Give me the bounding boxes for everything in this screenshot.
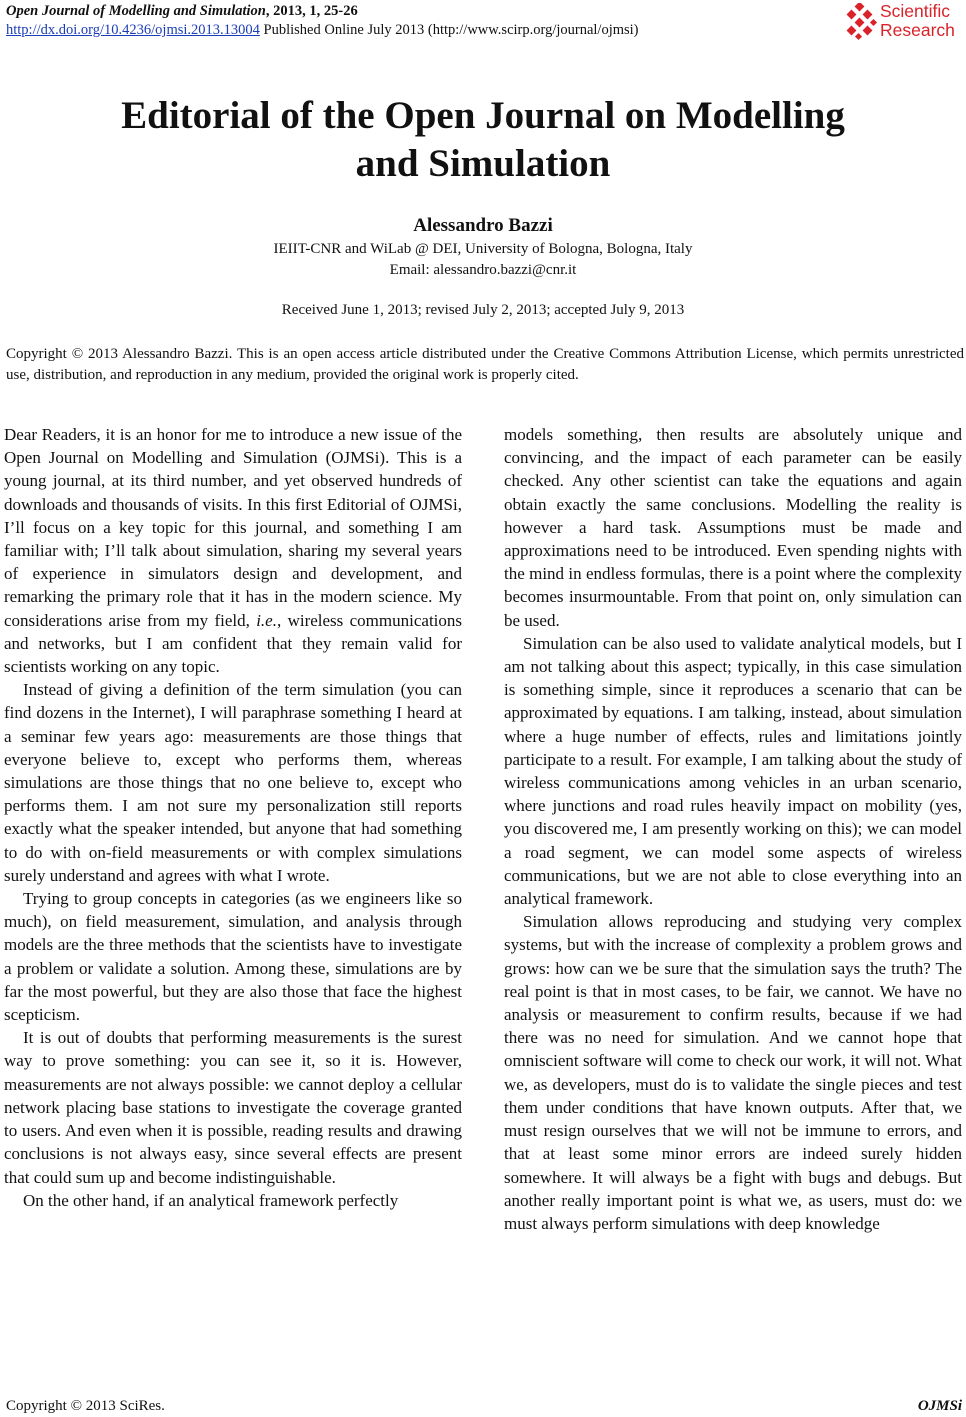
publisher-logo: [844, 2, 964, 42]
received-dates: Received June 1, 2013; revised July 2, 2013; accepted July 9, 2013: [281, 302, 685, 318]
doi-line: [6, 22, 639, 39]
author-affiliation: IEIIT-CNR and WiLab @ DEI, University of Bologna, Bologna, Italy: [273, 241, 693, 257]
paper-title: [0, 92, 966, 188]
journal-volume: , 2013, 1, 25-26: [265, 3, 358, 19]
journal-citation: [6, 3, 358, 20]
footer-copyright: Copyright © 2013 SciRes.: [6, 1398, 165, 1414]
title-line-1: Editorial of the Open Journal on Modelling: [121, 94, 845, 137]
paragraph: Trying to group concepts in categories (as we engineers like so much), on field measurement, simulation, and analysis through models are the three methods that the scientists have to investigate a problem or validate a solution. Among these, simulations are by far the most powerful, but they are also those that face the highest scepticism.: [4, 889, 462, 1025]
published-online: Published Online July 2013 (http://www.scirp.org/journal/ojmsi): [259, 22, 639, 38]
paragraph: Instead of giving a definition of the term simulation (you can find dozens in the Internet), I will paraphrase something I heard at a seminar few years ago: measurements are those things that everyone believe to, except who performs them, whereas simulations are those things that no one believe to, except who performs them. I am not sure my personalization still reports exactly what the speaker intended, but anyone that had something to do with on-field measurements or with complex simulations surely understand and agrees with what I wrote.: [4, 680, 462, 885]
scientific-research-logo-icon: [844, 3, 878, 41]
author-name: Alessandro Bazzi: [413, 215, 553, 236]
footer-journal-abbrev: OJMSi: [917, 1398, 962, 1414]
paragraph: On the other hand, if an analytical framework perfectly: [23, 1190, 399, 1210]
logo-line-1: Scientific: [880, 1, 951, 21]
paragraph: Simulation allows reproducing and studying very complex systems, but with the increase of complexity a problem grows and grows: how can we be sure that the simulation says the truth? The real point is that in most cases, to be fair, we cannot. We have no analysis or measurement to confirm results, because if we had there was no need for simulation. And we cannot hope that omniscient software will come to check our work, it will not. What we, as developers, must do is to validate the single pieces and test them under conditions that have known outputs. After that, we must resign ourselves that we will not be immune to errors, and that at least some minor errors are indeed surely hidden somewhere. It will always be a fight with bugs and debugs. But another really important point is what we, as users, must do: we must always perform simulations with deep knowledge: [504, 912, 962, 1233]
logo-line-2: Research: [880, 20, 955, 40]
paragraph: models something, then results are absolutely unique and convincing, and the impact of each parameter can be easily checked. Any other scientist can take the equations and again obtain exactly the same conclusions. Modelling the reality is however a hard task. Assumptions must be made and approximations need to be introduced. Even spending nights with the mind in endless formulas, there is a point where the complexity becomes insurmountable. From that point on, only simulation can be used.: [504, 425, 962, 630]
body-column-left: [4, 423, 462, 1212]
body-column-right: [504, 423, 962, 1235]
copyright-notice: Copyright © 2013 Alessandro Bazzi. This is an open access article distributed under the Creative Commons Attribution License, which permits unrestricted use, distribution, and reproduction in any medium, provided the original work is properly cited.: [6, 346, 964, 383]
paragraph: It is out of doubts that performing measurements is the surest way to prove something: you can see it, so it is. However, measurements are not always possible: we cannot deploy a cellular network placing base stations to investigate the coverage granted to users. And even when it is possible, reading results and drawing conclusions is not always easy, since several effects are present that could sum up and become indistinguishable.: [4, 1028, 462, 1187]
paragraph: Simulation can be also used to validate analytical models, but I am not talking about this aspect; typically, in this case simulation is something simple, since it reproduces a scenario that can be approximated by equations. I am talking, instead, about simulation where a huge number of effects, rules and limitations jointly participate to a result. For example, I am talking about the study of wireless communications among vehicles in an urban scenario, where junctions and road rules heavily impact on mobility (yes, you discovered me, I am presently working on this); we can model a road segment, we can model some aspects of wireless communications, but we are not able to close everything into an analytical framework.: [504, 633, 962, 909]
title-line-2: and Simulation: [355, 142, 611, 185]
doi-link[interactable]: http://dx.doi.org/10.4236/ojmsi.2013.13004: [6, 22, 260, 38]
author-email: Email: alessandro.bazzi@cnr.it: [389, 262, 577, 278]
paragraph: Dear Readers, it is an honor for me to introduce a new issue of the Open Journal on Modelling and Simulation (OJMSi). This is a young journal, at its third number, and yet observed hundreds of downloads and thousands of visits. In this first Editorial of OJMSi, I’ll focus on a key topic for this journal, and something I am familiar with; I’ll talk about simulation, sharing my several years of experience in simulators design and development, and remarking the primary role that it has in the modern science. My considerations arise from my field, i.e., wireless communications and networks, but I am confident that they remain valid for scientists working on any topic.: [4, 425, 463, 677]
logo-text: [880, 2, 955, 40]
journal-name: Open Journal of Modelling and Simulation: [6, 3, 266, 19]
